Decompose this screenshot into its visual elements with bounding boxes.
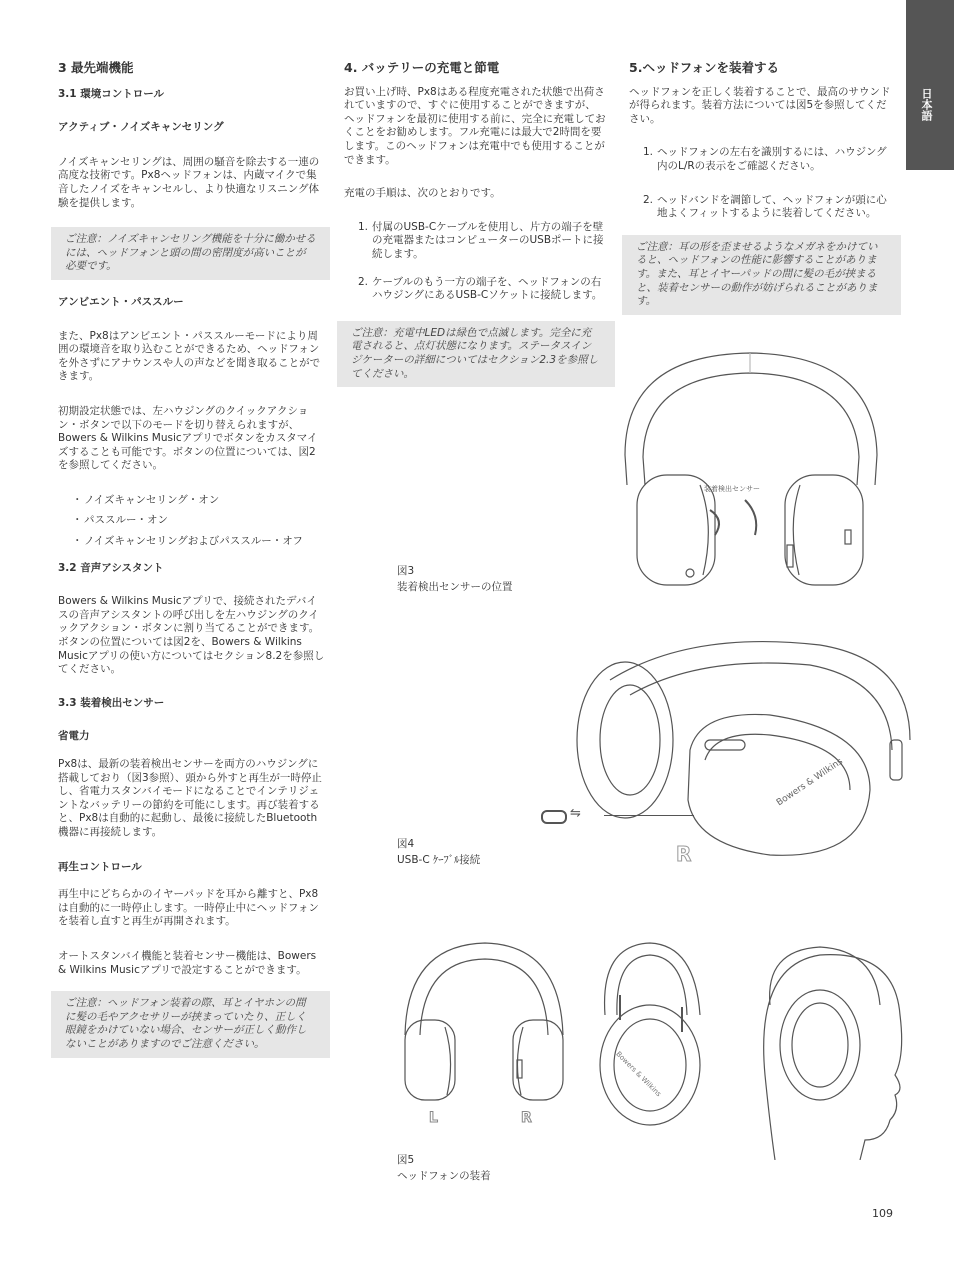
fig4-caption <box>397 836 480 868</box>
fig4-usb-icon: ⇋ <box>570 806 581 821</box>
list-item: 1. ヘッドフォンの左右を識別するには、ハウジング内のL/Rの表示をご確認ください。 <box>643 146 887 172</box>
list-item: ・ パススルー・オン <box>72 514 168 527</box>
figure-3-illustration <box>615 345 885 595</box>
note-playback: ご注意：ヘッドフォン装着の際、耳とイヤホンの間に髪の毛やアクセサリーが挟まっていたり、正しく眼鏡をかけていない場合、センサーが正しく動作しないことがありますのでご注意ください。 <box>51 991 330 1057</box>
column-wearing <box>629 61 895 315</box>
fig5-left-mark: L <box>429 1110 438 1126</box>
list-item: ・ ノイズキャンセリングおよびパススルー・オフ <box>72 535 303 548</box>
heading-section-4: 4. バッテリーの充電と節電 <box>344 60 500 75</box>
fig5-caption <box>397 1152 491 1184</box>
fig4-cable-line <box>604 815 694 816</box>
paragraph-power: Px8は、最新の装着検出センサーを両方のハウジングに搭載しており（図3参照）、頭から外すと再生が一時停止し、省電力スタンバイモードになることでインテリジェントなバッテリーの節約を可能にします。再び装着すると、Px8は自動的に起動し、最後に接続したBluetooth機器に再接続します。 <box>58 758 322 838</box>
column-features <box>58 61 326 1058</box>
heading-3-1: 3.1 環境コントロール <box>58 87 165 100</box>
list-item: 2. ケーブルのもう一方の端子を、ヘッドフォンの右ハウジングにあるUSB-Cソケットに接続します。 <box>358 275 603 302</box>
note-anc: ご注意：ノイズキャンセリング機能を十分に働かせるには、ヘッドフォンと頭の間の密閉度が高いことが必要です。 <box>51 227 330 280</box>
note-wearing: ご注意：耳の形を歪ませるようなメガネをかけていると、ヘッドフォンの性能に影響することがあります。また、耳とイヤーパッドの間に髪の毛が挟まると、装着センサーの動作が妨げられることがあります。 <box>622 235 901 315</box>
fig3-title: 装着検出センサーの位置 <box>397 581 513 593</box>
paragraph-playback-2: オートスタンバイ機能と装着センサー機能は、Bowers & Wilkins Musicアプリで設定することができます。 <box>58 949 317 976</box>
paragraph-playback-1: 再生中にどちらかのイヤーパッドを耳から離すと、Px8は自動的に一時停止します。一時停止中にヘッドフォンを装着し直すと再生が再開されます。 <box>58 888 319 928</box>
list-item: 1. 付属のUSB-Cケーブルを使用し、片方の端子を壁の充電器またはコンピューターのUSBポートに接続します。 <box>358 220 604 260</box>
paragraph-ambient-2: 初期設定状態では、左ハウジングのクイックアクション・ボタンで以下のモードを切り替えられますが、Bowers & Wilkins Musicアプリでボタンをカスタマイズすることも可能です。ボタンの位置については、図2を参照してください。 <box>58 404 318 472</box>
fig5-right-mark: R <box>521 1110 532 1126</box>
note-battery: ご注意：充電中LEDは緑色で点滅します。完全に充電されると、点灯状態になります。ステータスインジケーターの詳細についてはセクション2.3を参照してください。 <box>337 321 615 387</box>
fig3-caption <box>397 563 513 595</box>
figure-5-illustration <box>395 935 915 1160</box>
fig4-usb-c-icon <box>541 810 567 824</box>
language-tab <box>906 0 954 170</box>
paragraph-battery-intro: お買い上げ時、Px8はある程度充電された状態で出荷されていますので、すぐに使用することができますが、ヘッドフォンを最初に使用する前に、完全に充電しておくことをお勧めします。フル充電には最大で2時間を要します。このヘッドフォンは充電中でも使用することができます。 <box>344 85 606 166</box>
heading-anc: アクティブ・ノイズキャンセリング <box>58 121 224 134</box>
heading-section-5: 5.ヘッドフォンを装着する <box>629 60 779 75</box>
heading-power: 省電力 <box>58 730 90 743</box>
page-number: 109 <box>872 1207 893 1220</box>
heading-3-3: 3.3 装着検出センサー <box>58 696 165 709</box>
list-item: 2. ヘッドバンドを調節して、ヘッドフォンが頭に心地よくフィットするように装着してください。 <box>643 193 887 220</box>
fig3-number: 図3 <box>397 565 415 577</box>
fig4-title: USB-C ｹｰﾌﾞﾙ接続 <box>397 854 481 866</box>
fig5-number: 図5 <box>397 1154 415 1166</box>
paragraph-3-2: Bowers & Wilkins Musicアプリで、接続されたデバイスの音声アシスタントの呼び出しを左ハウジングのクイックアクション・ボタンに割り当てることができます。ボタンの位置については図2を、Bowers & Wilkins Musicアプリの使い方についてはセクション8.2を参照してください。 <box>58 595 325 676</box>
bullet-list <box>58 494 326 549</box>
list-item: ・ ノイズキャンセリング・オン <box>72 493 220 506</box>
paragraph-ambient-1: また、Px8はアンビエント・パススルーモードにより周囲の環境音を取り込むことができるため、ヘッドフォンを外さずにアナウンスや人の声などを聞き取ることができます。 <box>58 329 321 383</box>
fig4-number: 図4 <box>397 838 415 850</box>
paragraph-steps-intro: 充電の手順は、次のとおりです。 <box>344 187 501 200</box>
fig3-sensor-label: 装着検出センサー <box>704 485 760 493</box>
fig4-side-mark: R <box>676 842 692 866</box>
paragraph-wearing-intro: ヘッドフォンを正しく装着することで、最高のサウンドが得られます。装着方法については図5を参照してください。 <box>629 85 891 125</box>
figure-4-illustration <box>570 640 915 870</box>
column-battery <box>344 61 606 387</box>
heading-section-3: 3 最先端機能 <box>58 60 134 75</box>
language-tab-label: 日本語 <box>920 88 933 121</box>
heading-ambient: アンビエント・パススルー <box>58 295 184 308</box>
fig4-brand-label: Bowers & Wilkins <box>775 756 845 809</box>
heading-playback: 再生コントロール <box>58 860 142 873</box>
fig5-brand-label: Bowers & Wilkins <box>614 1050 663 1099</box>
fig5-title: ヘッドフォンの装着 <box>397 1170 491 1182</box>
heading-3-2: 3.2 音声アシスタント <box>58 561 164 574</box>
paragraph-anc: ノイズキャンセリングは、周囲の騒音を除去する一連の高度な技術です。Px8ヘッドフォンは、内蔵マイクで集音したノイズをキャンセルし、より快適なリスニング体験を提供します。 <box>58 155 320 209</box>
